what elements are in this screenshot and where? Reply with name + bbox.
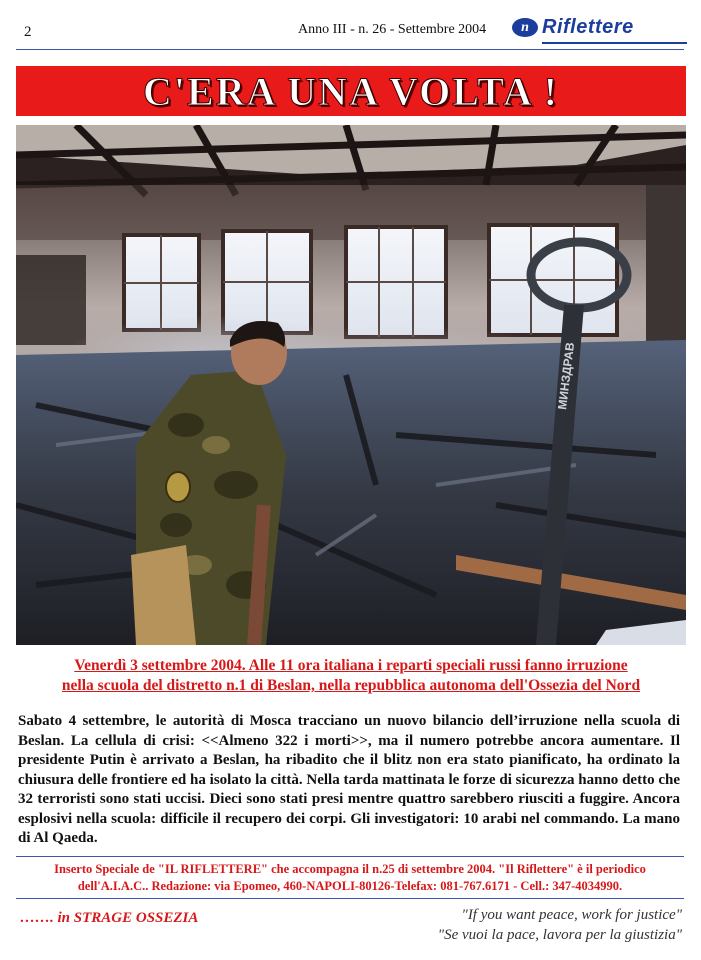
issue-line: Anno III - n. 26 - Settembre 2004 [298,22,487,37]
article-body [18,712,680,849]
caption-line-2: nella scuola del distretto n.1 di Beslan, nella repubblica autonoma dell'Ossezia del Nord [61,677,641,694]
news-photo [16,125,686,645]
headline-title: C'ERA UNA VOLTA ! [143,68,559,114]
credits-line-1: Inserto Speciale de "IL RIFLETTERE" che accompagna il n.25 di settembre 2004. "Il Riflettere" è il periodico [54,862,646,876]
headline-banner [16,66,686,116]
pole-inscription: МИНЗДРАВ [555,341,578,411]
logo-mark-icon: n [512,18,538,37]
photo-caption [20,656,682,696]
credits-divider-bottom [16,898,684,899]
header-divider [16,49,684,50]
motto [380,905,682,945]
credits-line-2: dell'A.I.A.C.. Redazione: via Epomeo, 460-NAPOLI-80126-Telefax: 081-767.6171 - Cell.: 347-4034990. [77,879,623,893]
credits-divider-top [16,856,684,857]
caption-line-1: Venerdì 3 settembre 2004. Alle 11 ora italiana i reparti speciali russi fanno irruzione [74,657,628,674]
logo-underline [542,42,687,44]
section-tag: ……. in STRAGE OSSEZIA [20,910,199,926]
article-paragraph: Sabato 4 settembre, le autorità di Mosca tracciano un nuovo bilancio dell’irruzione nella scuola di Beslan. La cellula di crisi: <<Almeno 322 i morti>>, ma il numero potrebbe ancora aumentare. Il presidente Putin è arrivato a Beslan, ha ribadito che il blitz non era stato pianificato, ha ordinato la chiusura delle frontiere ed ha isolato la città. Nella tarda mattinata le forze di sicurezza hanno detto che 32 terroristi sono stati uccisi. Dieci sono stati presi mentre quattro sarebbero riusciti a fuggire. Ancora esplosivi nella scuola: difficile il recupero dei corpi. Gli investigatori: 10 arabi nel commando. La mano di Al Qaeda. [18,713,680,846]
publication-credits [16,861,684,895]
motto-english: "If you want peace, work for justice" [461,907,682,923]
motto-italian: "Se vuoi la pace, lavora per la giustizia" [437,927,682,943]
page-number: 2 [24,24,32,40]
masthead-logo [512,16,687,42]
logo-name: Riflettere [542,16,634,38]
